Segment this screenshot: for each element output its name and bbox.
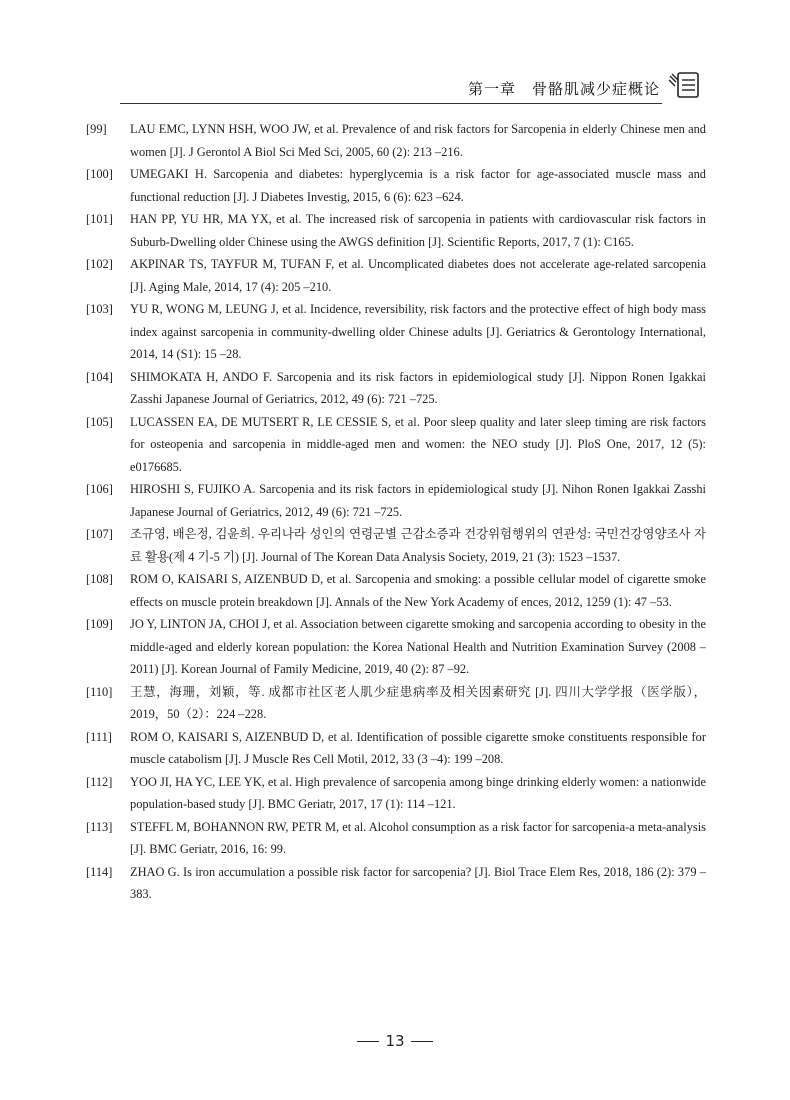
reference-item [86, 771, 706, 816]
reference-number: [113] [86, 819, 113, 834]
reference-number: [99] [86, 122, 107, 136]
reference-number: [105] [86, 414, 113, 429]
running-header [120, 66, 702, 106]
reference-text: STEFFL M, BOHANNON RW, PETR M, et al. Alcohol consumption as a risk factor for sarcopenia-a meta-analysis [J]. BMC Geriatr, 2016, 16: 99. [130, 819, 706, 856]
reference-text: YU R, WONG M, LEUNG J, et al. Incidence, reversibility, risk factors and the protective effect of high body mass index against sarcopenia in community-dwelling older Chinese adults [J]. Geriatrics & Gerontology International, 2014, 14 (S1): 15 –28. [130, 302, 706, 361]
header-rule [120, 103, 662, 104]
reference-item [86, 411, 706, 479]
reference-text: HAN PP, YU HR, MA YX, et al. The increased risk of sarcopenia in patients with cardiovascular risk factors in Suburb-Dwelling older Chinese using the AWGS definition [J]. Scientific Reports, 2017, 7 (1): C165. [130, 212, 706, 249]
reference-text: ROM O, KAISARI S, AIZENBUD D, et al. Identification of possible cigarette smoke constituents responsible for muscle catabolism [J]. J Muscle Res Cell Motil, 2012, 33 (3 –4): 199 –208. [130, 729, 706, 766]
reference-item [86, 861, 706, 906]
reference-text: AKPINAR TS, TAYFUR M, TUFAN F, et al. Uncomplicated diabetes does not accelerate age-related sarcopenia [J]. Aging Male, 2014, 17 (4): 205 –210. [130, 257, 706, 294]
reference-text: JO Y, LINTON JA, CHOI J, et al. Association between cigarette smoking and sarcopenia according to obesity in the middle-aged and elderly korean population: the Korea National Health and Nutrition Examination Survey (2008 –2011) [J]. Korean Journal of Family Medicine, 2019, 40 (2): 87 –92. [130, 617, 706, 676]
reference-number: [100] [86, 167, 113, 181]
reference-text: ROM O, KAISARI S, AIZENBUD D, et al. Sarcopenia and smoking: a possible cellular model of cigarette smoke effects on muscle protein breakdown [J]. Annals of the New York Academy of ences, 2012, 1259 (1): 47 –53. [130, 572, 706, 609]
reference-number: [107] [86, 527, 113, 541]
reference-text: 조규영, 배은정, 김윤희. 우리나라 성인의 연령군별 근감소증과 건강위험행위의 연관성: 국민건강영양조사 자료 활용(제 4 기-5 기) [J]. Journal of The Korean Data Analysis Society, 2019, 21 (3): 1523 –1537. [130, 527, 706, 564]
reference-text: SHIMOKATA H, ANDO F. Sarcopenia and its risk factors in epidemiological study [J]. Nippon Ronen Igakkai Zasshi Japanese Journal of Geriatrics, 2012, 49 (6): 721 –725. [130, 369, 706, 406]
reference-number: [104] [86, 369, 113, 384]
reference-number: [101] [86, 212, 113, 226]
page-footer [0, 1032, 790, 1050]
reference-item [86, 816, 706, 861]
reference-item [86, 726, 706, 771]
reference-text: YOO JI, HA YC, LEE YK, et al. High prevalence of sarcopenia among binge drinking elderly women: a nationwide population-based study [J]. BMC Geriatr, 2017, 17 (1): 114 –121. [130, 774, 706, 811]
reference-item [86, 366, 706, 411]
reference-text: ZHAO G. Is iron accumulation a possible risk factor for sarcopenia? [J]. Biol Trace Elem Res, 2018, 186 (2): 379 –383. [130, 864, 706, 901]
reference-item [86, 163, 706, 208]
reference-item [86, 523, 706, 568]
reference-item [86, 613, 706, 681]
reference-number: [108] [86, 572, 113, 586]
reference-list [86, 118, 706, 906]
reference-number: [111] [86, 729, 112, 744]
footer-dash-left [357, 1041, 379, 1042]
reference-number: [103] [86, 302, 113, 316]
reference-number: [112] [86, 774, 113, 789]
reference-item [86, 253, 706, 298]
reference-item [86, 568, 706, 613]
chapter-title: 第一章 骨骼肌减少症概论 [467, 80, 660, 98]
reference-item [86, 298, 706, 366]
reference-text: LAU EMC, LYNN HSH, WOO JW, et al. Prevalence of and risk factors for Sarcopenia in elderly Chinese men and women [J]. J Gerontol A Biol Sci Med Sci, 2005, 60 (2): 213 –216. [130, 122, 706, 159]
reference-item [86, 478, 706, 523]
reference-number: [109] [86, 617, 113, 631]
footer-dash-right [411, 1041, 433, 1042]
reference-item [86, 208, 706, 253]
reference-number: [114] [86, 864, 113, 879]
notebook-icon [668, 70, 702, 100]
reference-number: [110] [86, 684, 113, 699]
page-number: 13 [385, 1032, 405, 1050]
reference-number: [106] [86, 482, 113, 496]
reference-item [86, 118, 706, 163]
reference-number: [102] [86, 257, 113, 271]
reference-item [86, 681, 706, 726]
reference-text: UMEGAKI H. Sarcopenia and diabetes: hyperglycemia is a risk factor for age-associated muscle mass and functional reduction [J]. J Diabetes Investig, 2015, 6 (6): 623 –624. [130, 167, 706, 204]
reference-text: HIROSHI S, FUJIKO A. Sarcopenia and its risk factors in epidemiological study [J]. Nihon Ronen Igakkai Zasshi Japanese Journal of Geriatrics, 2012, 49 (6): 721 –725. [130, 482, 706, 519]
reference-text: 王慧，海珊，刘颖，等. 成都市社区老人肌少症患病率及相关因素研究 [J]. 四川大学学报（医学版），2019，50（2）：224 –228. [130, 684, 706, 721]
reference-text: LUCASSEN EA, DE MUTSERT R, LE CESSIE S, et al. Poor sleep quality and later sleep timing are risk factors for osteopenia and sarcopenia in middle-aged men and women: the NEO study [J]. PloS One, 2017, 12 (5): e0176685. [130, 414, 706, 474]
